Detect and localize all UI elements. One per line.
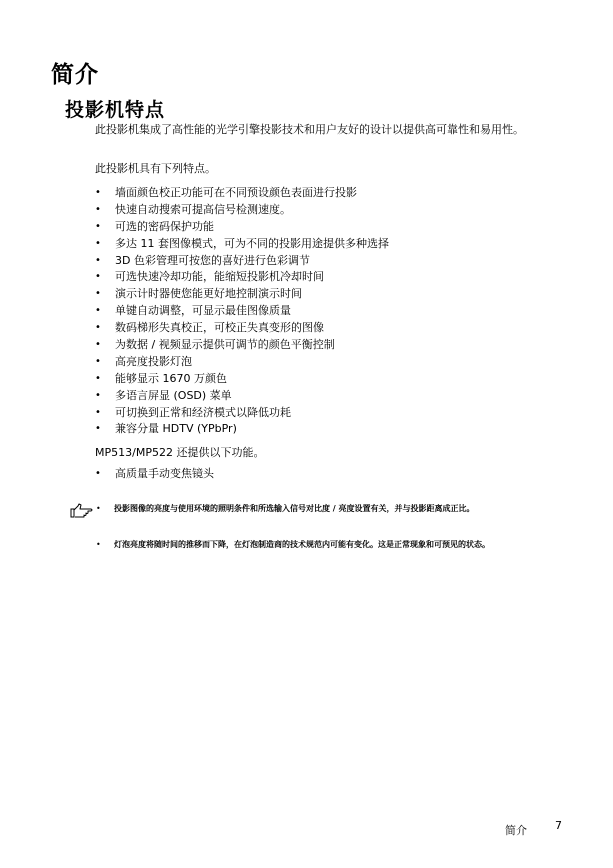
- note-item: [96, 539, 554, 551]
- feature-item: • 多语言屏显 (OSD) 菜单: [95, 388, 555, 405]
- model-feature-list: [95, 466, 555, 483]
- feature-item: • 高亮度投影灯泡: [95, 354, 555, 371]
- footer-section-title: 简介: [505, 824, 527, 837]
- feature-list: [95, 185, 555, 438]
- feature-item: • 快速自动搜索可提高信号检测速度。: [95, 202, 555, 219]
- note-text: 灯泡亮度将随时间的推移而下降，在灯泡制造商的技术规范内可能有变化。这是正常现象和可预见的状态。: [114, 540, 490, 549]
- feature-item: • 单键自动调整，可显示最佳图像质量: [95, 303, 555, 320]
- feature-item: • 可选的密码保护功能: [95, 219, 555, 236]
- feature-item: • 演示计时器使您能更好地控制演示时间: [95, 286, 555, 303]
- page-number: 7: [555, 819, 562, 832]
- features-lead: 此投影机具有下列特点。: [95, 162, 216, 175]
- model-features-lead: MP513/MP522 还提供以下功能。: [95, 446, 265, 460]
- hand-pointing-note-icon: [70, 503, 94, 519]
- main-content: [95, 123, 555, 483]
- bullet-icon: •: [96, 504, 101, 513]
- feature-item: • 可切换到正常和经济模式以降低功耗: [95, 405, 555, 422]
- feature-item: • 兼容分量 HDTV (YPbPr): [95, 421, 555, 438]
- chapter-title: 简介: [51, 62, 99, 88]
- note-item: [96, 503, 554, 515]
- intro-paragraph: 此投影机集成了高性能的光学引擎投影技术和用户友好的设计以提供高可靠性和易用性。: [95, 123, 524, 136]
- feature-item: • 多达 11 套图像模式，可为不同的投影用途提供多种选择: [95, 236, 555, 253]
- feature-item: • 数码梯形失真校正，可校正失真变形的图像: [95, 320, 555, 337]
- section-title: 投影机特点: [65, 99, 166, 121]
- model-feature-item: • 高质量手动变焦镜头: [95, 466, 555, 483]
- feature-item: • 能够显示 1670 万颜色: [95, 371, 555, 388]
- feature-item: • 为数据 / 视频显示提供可调节的颜色平衡控制: [95, 337, 555, 354]
- note-text: 投影图像的亮度与使用环境的照明条件和所选输入信号对比度 / 亮度设置有关，并与投影距离成正比。: [114, 504, 475, 513]
- feature-item: • 可选快速冷却功能，能缩短投影机冷却时间: [95, 269, 555, 286]
- feature-item: • 墙面颜色校正功能可在不同预设颜色表面进行投影: [95, 185, 555, 202]
- bullet-icon: •: [96, 540, 101, 549]
- feature-item: • 3D 色彩管理可按您的喜好进行色彩调节: [95, 253, 555, 270]
